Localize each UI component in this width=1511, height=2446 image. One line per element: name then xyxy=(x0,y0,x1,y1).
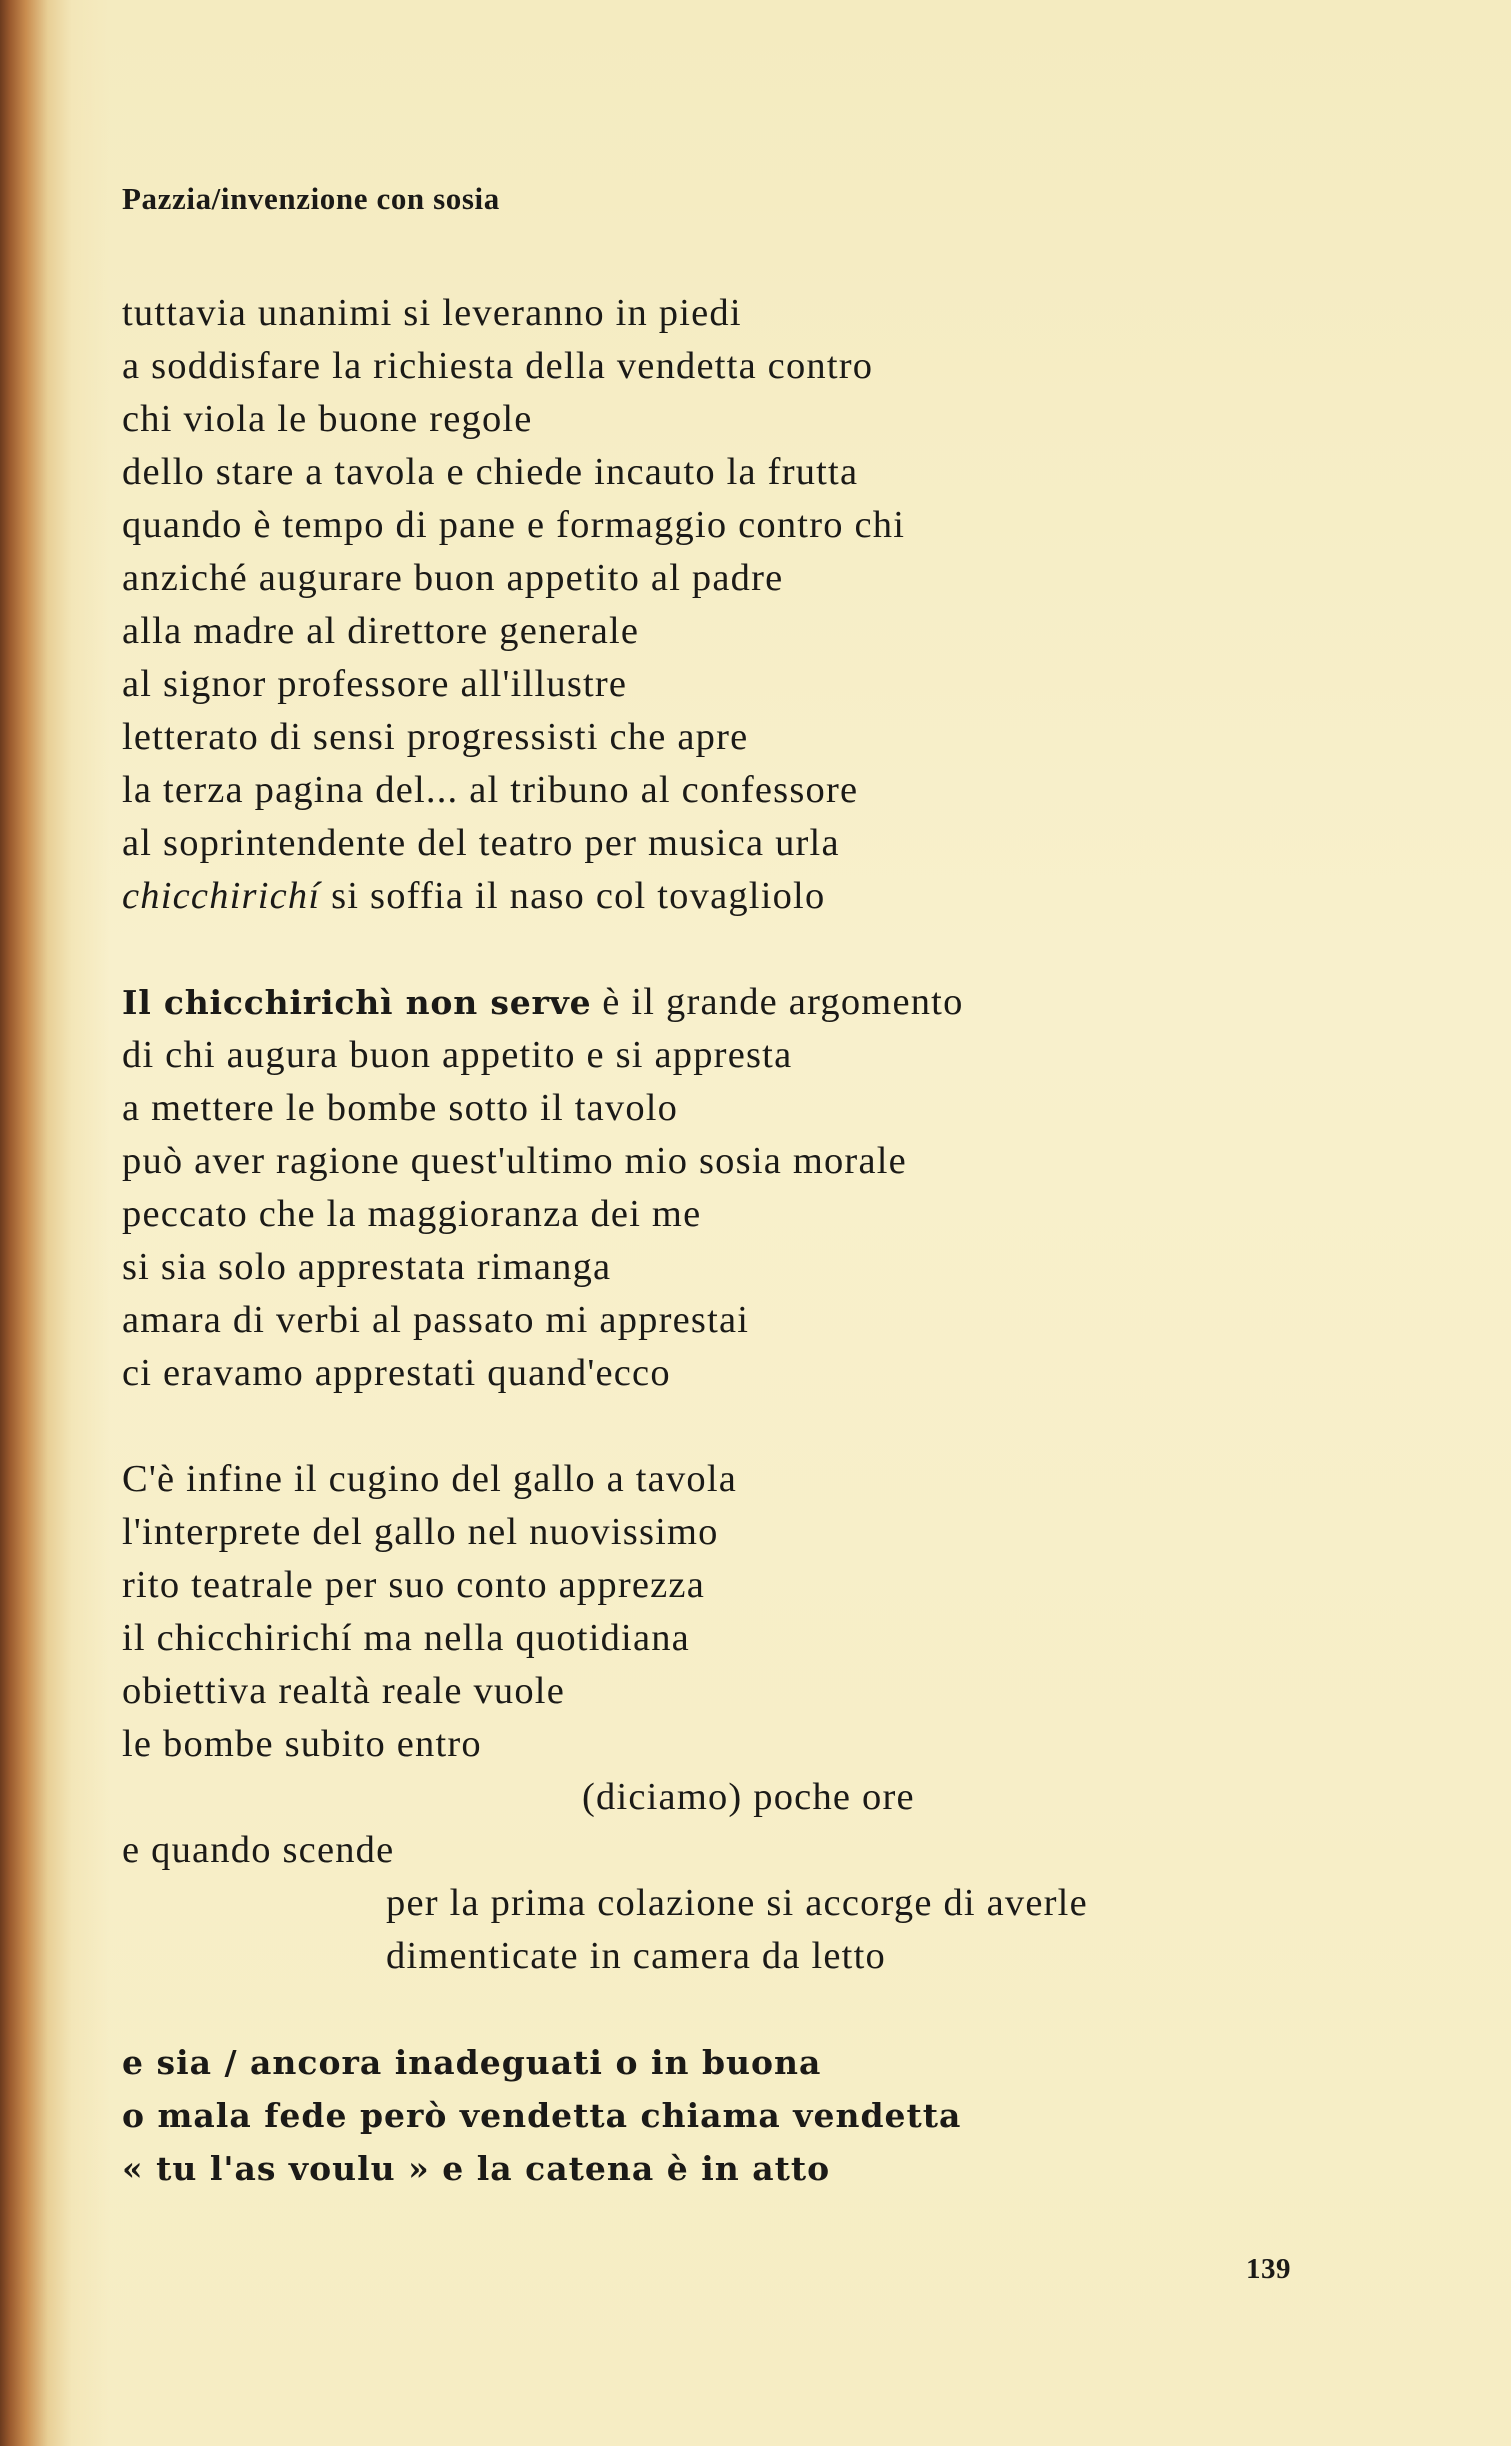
poem-body xyxy=(122,287,1462,2195)
verse-line-indented: per la prima colazione si accorge di averle xyxy=(386,1882,1088,1924)
verse-line: le bombe subito entro xyxy=(122,1723,482,1765)
verse-line: quando è tempo di pane e formaggio contro chi xyxy=(122,504,906,546)
verse-line-rest: è il grande argomento xyxy=(591,981,964,1023)
verse-line: letterato di sensi progressisti che apre xyxy=(122,716,749,758)
running-head: Pazzia/invenzione con sosia xyxy=(122,181,500,216)
verse-line-indented: (diciamo) poche ore xyxy=(582,1776,915,1818)
verse-line: ci eravamo apprestati quand'ecco xyxy=(122,1352,671,1394)
verse-line: al soprintendente del teatro per musica urla xyxy=(122,822,840,864)
verse-line: al signor professore all'illustre xyxy=(122,663,628,705)
verse-line: obiettiva realtà reale vuole xyxy=(122,1670,565,1712)
verse-line-bold: « tu l'as voulu » e la catena è in atto xyxy=(122,2149,831,2188)
verse-line: anziché augurare buon appetito al padre xyxy=(122,557,784,599)
verse-line-rest: si soffia il naso col tovagliolo xyxy=(320,875,826,917)
page-number: 139 xyxy=(1246,2253,1291,2285)
verse-line: di chi augura buon appetito e si appresta xyxy=(122,1034,793,1076)
verse-line: dello stare a tavola e chiede incauto la frutta xyxy=(122,451,859,493)
verse-line: a mettere le bombe sotto il tavolo xyxy=(122,1087,679,1129)
verse-line: può aver ragione quest'ultimo mio sosia morale xyxy=(122,1140,907,1182)
verse-line: il chicchirichí ma nella quotidiana xyxy=(122,1617,690,1659)
verse-line: la terza pagina del... al tribuno al confessore xyxy=(122,769,859,811)
stanza-1 xyxy=(122,287,1462,923)
italic-word: chicchirichí xyxy=(122,875,321,917)
verse-line-bold: e sia / ancora inadeguati o in buona xyxy=(122,2043,822,2082)
verse-line: tuttavia unanimi si leveranno in piedi xyxy=(122,292,742,334)
verse-line xyxy=(122,870,1462,923)
verse-line: amara di verbi al passato mi apprestai xyxy=(122,1299,750,1341)
verse-line: si sia solo apprestata rimanga xyxy=(122,1246,612,1288)
verse-line-indented: dimenticate in camera da letto xyxy=(386,1935,886,1977)
bold-lead-phrase: Il chicchirichì non serve xyxy=(122,983,592,1022)
verse-line: a soddisfare la richiesta della vendetta contro xyxy=(122,345,874,387)
verse-line: C'è infine il cugino del gallo a tavola xyxy=(122,1458,738,1500)
stanza-4 xyxy=(122,2036,1462,2195)
verse-line: l'interprete del gallo nel nuovissimo xyxy=(122,1511,719,1553)
stanza-3 xyxy=(122,1453,1462,1983)
verse-line: alla madre al direttore generale xyxy=(122,610,640,652)
verse-line: chi viola le buone regole xyxy=(122,398,533,440)
verse-line xyxy=(122,976,1462,1029)
stanza-2 xyxy=(122,976,1462,1400)
verse-line: peccato che la maggioranza dei me xyxy=(122,1193,702,1235)
verse-line: e quando scende xyxy=(122,1829,395,1871)
verse-line-bold: o mala fede però vendetta chiama vendetta xyxy=(122,2096,962,2135)
verse-line: rito teatrale per suo conto apprezza xyxy=(122,1564,705,1606)
